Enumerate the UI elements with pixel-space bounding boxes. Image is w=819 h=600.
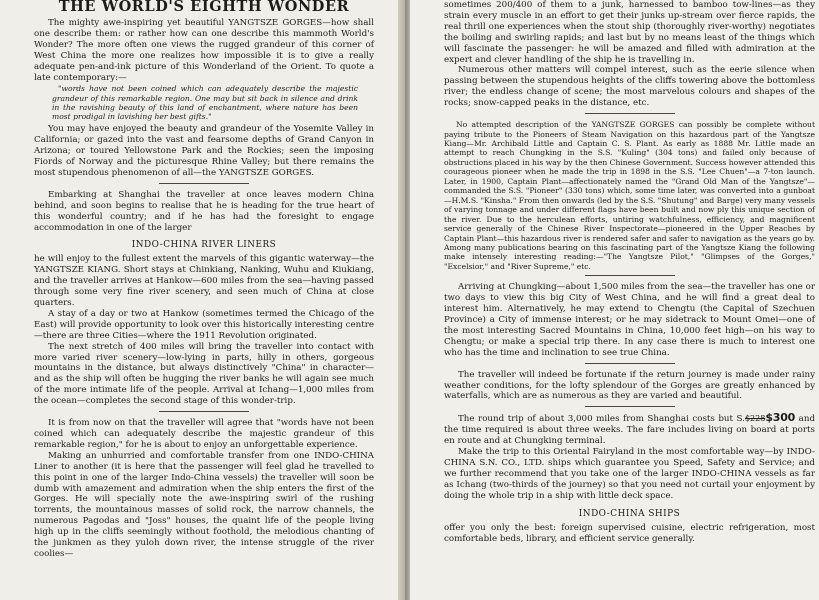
handwritten-price: $300	[765, 411, 796, 425]
right-page	[410, 0, 819, 600]
left-page	[0, 0, 400, 600]
shanghai-paragraph: Embarking at Shanghai the traveller at once leaves modern China behind, and soon begins to realise that he is heading for the true heart of this wonderful country; and if he has had the foresight to engage accommodation in one of the larger	[34, 189, 374, 233]
section-divider	[585, 363, 675, 364]
section-divider	[159, 411, 249, 412]
junk-paragraph: sometimes 200/400 of them to a junk, harnessed to bamboo tow-lines—as they strain every muscle in an effort to get their junks up-stream over fierce rapids, the real thrill one experiences when the stout ship (thoroughly river-worthy) negotiates the boiling and swirling rapids; and last but by no means least of the things which will fascinate the passenger: he will be amazed and filled with admiration at the expert and clever handling of the ship he is travelling in.	[444, 0, 815, 65]
section-divider	[159, 183, 249, 184]
fare-paragraph	[444, 413, 815, 447]
pioneers-paragraph: No attempted description of the YANGTSZE GORGES can possibly be complete without paying tribute to the Pioneers of Steam Navigation on this hazardous part of the Yangtsze Kiang—Mr. Archibald Little and Captain C. S. Plant. As early as 1888 Mr. Little made an attempt to reach Chungking in the S.S. "Kuling" (304 tons) and failed only because of obstructions placed in his way by the then Chinese Government. Success however attended this courageous pioneer when he made the trip in 1898 in the S.S. "Lee Chuen"—a 7-ton launch. Later, in 1900, Captain Plant—affectionately named the "Grand Old Man of the Yangtsze"—commanded the S.S. "Pioneer" (330 tons) which, some time later, was converted into a gunboat—H.M.S. "Kinsha." From then onwards (led by the S.S. "Shutung" and Barge) very many vessels of varying tonnage and under different flags have been built and now ply this unique section of the river. Due to the herculean efforts, untiring watchfulness, efficiency, and magnificent service generally of the Chinese River Inspectorate—pioneered in the Upper Reaches by Captain Plant—this hazardous river is rendered safer and safer to navigation as the years go by. Among many publications bearing on this fascinating part of the Yangtsze Kiang the following make intensely interesting reading:—"The Yangtsze Pilot," "Glimpses of the Gorges," "Excelsior," and "River Supreme," etc.	[444, 120, 815, 271]
page-title: THE WORLD'S EIGHTH WONDER	[58, 0, 350, 14]
struck-price: $228	[744, 414, 766, 424]
return-journey-paragraph: The traveller will indeed be fortunate if the return journey is made under rainy weather conditions, for the lofty splendour of the Gorges are greatly enhanced by waterfalls, which are as numerous as they are varied and beautiful.	[444, 369, 815, 402]
section-divider	[585, 406, 675, 407]
contemporary-quote: "words have not been coined which can adequately describe the majestic grandeur of this remarkable region. One may but sit back in silence and drink in the ravishing beauty of this land of enchantment, where nature has been most prodigal in lavishing her best gifts."	[52, 84, 358, 122]
amenities-paragraph: offer you only the best: foreign supervised cuisine, electric refrigeration, most comfortable beds, library, and efficient service generally.	[444, 522, 815, 544]
intro-paragraph: The mighty awe-inspiring yet beautiful YANGTSZE GORGES—how shall one describe them: or rather how can one describe this mammoth World's Wonder? The more often one views the rugged grandeur of this corner of West China the more one realizes how impossible it is to give a really adequate pen-and-ink picture of this Wonderland of the Orient. To quote a late contemporary:—	[34, 18, 374, 83]
yangtsze-kiang-paragraph: he will enjoy to the fullest extent the marvels of this gigantic waterway—the YANGTSZE KIANG. Short stays at Chinkiang, Nanking, Wuhu and Kiukiang, and the traveller arrives at Hankow—600 miles from the sea—having passed through some very fine river scenery, and seen much of China at close quarters.	[34, 254, 374, 309]
words-paragraph: It is from now on that the traveller will agree that "words have not been coined which can adequately describe the majestic grandeur of this remarkable region," for he is about to enjoy an unforgettable experience.	[34, 418, 374, 450]
section-divider	[585, 275, 675, 276]
ships-heading: INDO-CHINA SHIPS	[578, 508, 681, 519]
other-matters-paragraph: Numerous other matters will compel interest, such as the eerie silence when passing between the stupendous heights of the cliffs towering above the bottomless river; the endless change of scene; the most marvelous colours and shapes of the rocks; snow-capped peaks in the distance, etc.	[444, 65, 815, 109]
river-liners-heading: INDO-CHINA RIVER LINERS	[131, 240, 277, 251]
section-divider	[585, 113, 675, 114]
yosemite-paragraph: You may have enjoyed the beauty and grandeur of the Yosemite Valley in California; or gazed into the vast and fearsome depths of Grand Canyon in Arizona; or toured Yellowstone Park and the Rockies; seen the imposing Fiords of Norway and the picturesque Rhine Valley; but there remains the most stupendous phenomenon of all—the YANGTSZE GORGES.	[34, 124, 374, 178]
gorges-paragraph: Making an unhurried and comfortable transfer from one INDO-CHINA Liner to another (it is here that the passenger will feel glad he travelled to this point in one of the larger Indo-China vessels) the traveller will soon be dumb with amazement and admiration when the ship enters the first of the Gorges. He will specially note the awe-inspiring swirl of the rushing torrents, the mountainous masses of solid rock, the narrow channels, the numerous Pagodas and "Joss" houses, the quaint life of the people living high up in the cliffs seemingly without foothold, the melodious chanting of the junkmen as they yuloh down river, the intense struggle of the river coolies—	[34, 450, 374, 559]
fare-text-end: and the time required is about three weeks. The fare includes living on board at ports en route and at Chungking terminal.	[444, 414, 816, 447]
ichang-paragraph: The next stretch of 400 miles will bring the traveller into contact with more varied river scenery—low-lying in parts, hilly in others, gorgeous mountains in the distance, but always distinctively "China" in character—and as the ship will often be hugging the river banks he will again see much of the more intimate life of the people. Arrival at Ichang—1,000 miles from the ocean—completes the second stage of this wonder-trip.	[34, 341, 374, 407]
recommendation-paragraph: Make the trip to this Oriental Fairyland in the most comfortable way—by INDO-CHINA S.N. CO., LTD. ships which guarantee you Speed, Safety and Service; and we further recommend that you take one of the larger INDO-CHINA vessels as far as Ichang (two-thirds of the journey) so that you need not curtail your enjoyment by doing the whole trip in a ship with little deck space.	[444, 447, 815, 501]
fare-text-start: The round trip of about 3,000 miles from Shanghai costs but S.	[458, 414, 745, 425]
chungking-paragraph: Arriving at Chungking—about 1,500 miles from the sea—the traveller has one or two days to view this big City of West China, and he will find a great deal to interest him. Alternatively, he may extend to Chengtu (the Capital of Szechuen Province) a City of immense interest; or he may sidetrack to Mount Omei—one of the most interesting Sacred Mountains in China, 10,000 feet high—on his way to Chengtu; or make a special trip there. In any case there is much to interest one who has the time and inclination to see true China.	[444, 282, 815, 358]
hankow-paragraph: A stay of a day or two at Hankow (sometimes termed the Chicago of the East) will provide opportunity to look over this historically interesting centre—there are three Cities—where the 1911 Revolution originated.	[34, 308, 374, 341]
